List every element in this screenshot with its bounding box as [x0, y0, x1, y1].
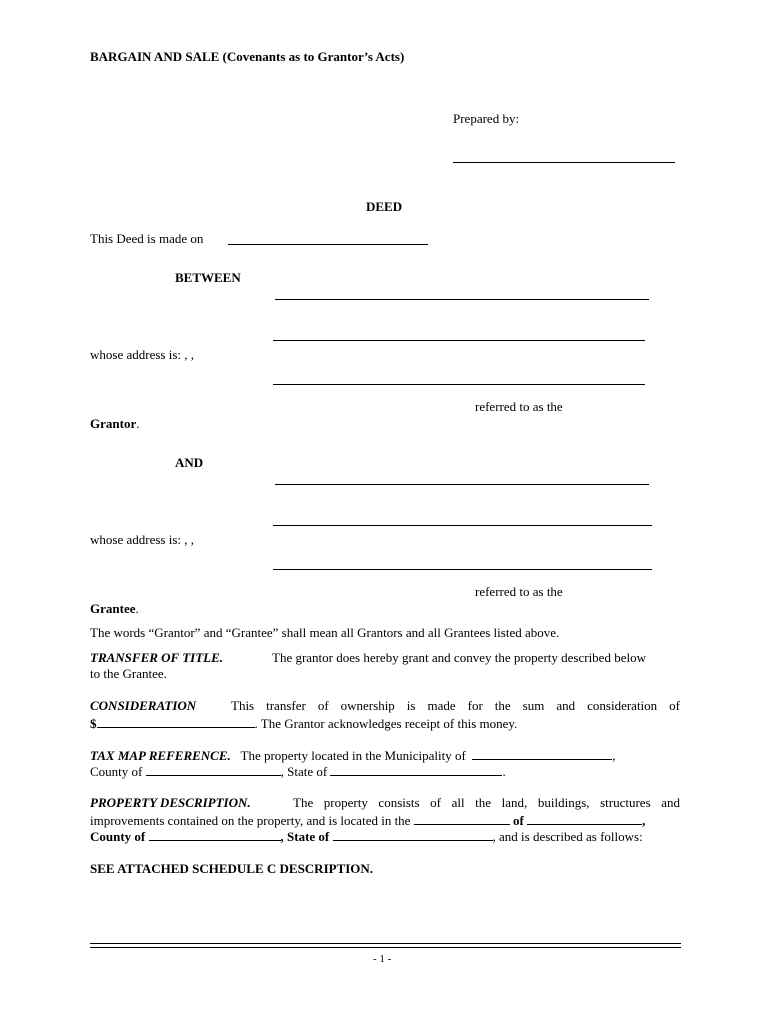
grantor-name-line-1[interactable]	[275, 299, 649, 300]
tax-map-municipality-label: The property located in the Municipality of	[240, 748, 466, 763]
property-of-label: of	[512, 813, 524, 828]
grantor-referred-label: referred to as the	[475, 399, 563, 414]
tax-map-county-label: County of	[90, 764, 143, 779]
schedule-note: SEE ATTACHED SCHEDULE C DESCRIPTION.	[90, 861, 374, 876]
property-location-field[interactable]	[414, 811, 510, 825]
document-title: BARGAIN AND SALE (Covenants as to Grantor’s Acts)	[90, 49, 405, 64]
grantor-address-line[interactable]	[273, 384, 645, 385]
grantee-period: .	[135, 601, 139, 616]
prepared-by-label: Prepared by:	[453, 111, 520, 126]
definitions-sentence: The words “Grantor” and “Grantee” shall mean all Grantors and all Grantees listed above.	[90, 625, 560, 640]
property-location-label: improvements contained on the property, and is located in the	[90, 813, 411, 828]
grantor-period: .	[136, 416, 140, 431]
grantee-referred-label: referred to as the	[475, 584, 563, 599]
municipality-field[interactable]	[472, 746, 612, 760]
made-on-label: This Deed is made on	[90, 231, 204, 246]
property-text-line-3	[90, 827, 643, 845]
grantee-address-label: whose address is: , ,	[90, 532, 194, 547]
consideration-text-line-2	[90, 714, 517, 732]
transfer-heading: TRANSFER OF TITLE.	[90, 650, 224, 665]
between-heading: BETWEEN	[175, 270, 241, 285]
property-heading: PROPERTY DESCRIPTION.	[90, 795, 251, 810]
grantee-name-line-2[interactable]	[273, 525, 652, 526]
property-state-field[interactable]	[333, 827, 493, 841]
and-heading: AND	[175, 455, 204, 470]
grantor-label	[90, 416, 139, 432]
tax-map-heading: TAX MAP REFERENCE.	[90, 748, 231, 763]
consideration-text-line-1: This transfer of ownership is made for the sum and consideration of	[231, 698, 680, 713]
property-county-label: County of	[90, 829, 146, 844]
grantor-name-line-2[interactable]	[273, 340, 645, 341]
consideration-amount-field[interactable]	[97, 714, 255, 728]
footer-rule	[90, 943, 681, 948]
made-on-date-line[interactable]	[228, 244, 428, 245]
grantee-term: Grantee	[90, 601, 136, 616]
grantee-address-line[interactable]	[273, 569, 652, 570]
dollar-sign: $	[90, 716, 97, 731]
grantor-term: Grantor	[90, 416, 137, 431]
tax-map-line-2	[90, 762, 506, 780]
page-number: - 1 -	[373, 953, 392, 965]
property-text-line-1: The property consists of all the land, buildings, structures and	[293, 795, 680, 810]
tax-map-state-field[interactable]	[330, 762, 502, 776]
property-county-field[interactable]	[149, 827, 281, 841]
property-comma: ,	[642, 813, 646, 828]
property-of-field[interactable]	[527, 811, 642, 825]
consideration-acknowledgment: . The Grantor acknowledges receipt of this money.	[254, 716, 518, 731]
tax-map-period: .	[502, 764, 506, 779]
grantee-name-line-1[interactable]	[275, 484, 649, 485]
consideration-heading: CONSIDERATION	[90, 698, 197, 713]
property-described-text: , and is described as follows:	[492, 829, 643, 844]
property-state-label: , State of	[280, 829, 330, 844]
grantor-address-label: whose address is: , ,	[90, 347, 194, 362]
grantee-label	[90, 601, 139, 617]
tax-map-comma: ,	[612, 748, 616, 763]
deed-heading: DEED	[366, 199, 403, 214]
transfer-text-line-2: to the Grantee.	[90, 666, 167, 681]
transfer-text-line-1: The grantor does hereby grant and convey the property described below	[272, 650, 646, 665]
tax-map-state-label: , State of	[280, 764, 328, 779]
prepared-by-line[interactable]	[453, 162, 675, 163]
tax-map-county-field[interactable]	[146, 762, 281, 776]
